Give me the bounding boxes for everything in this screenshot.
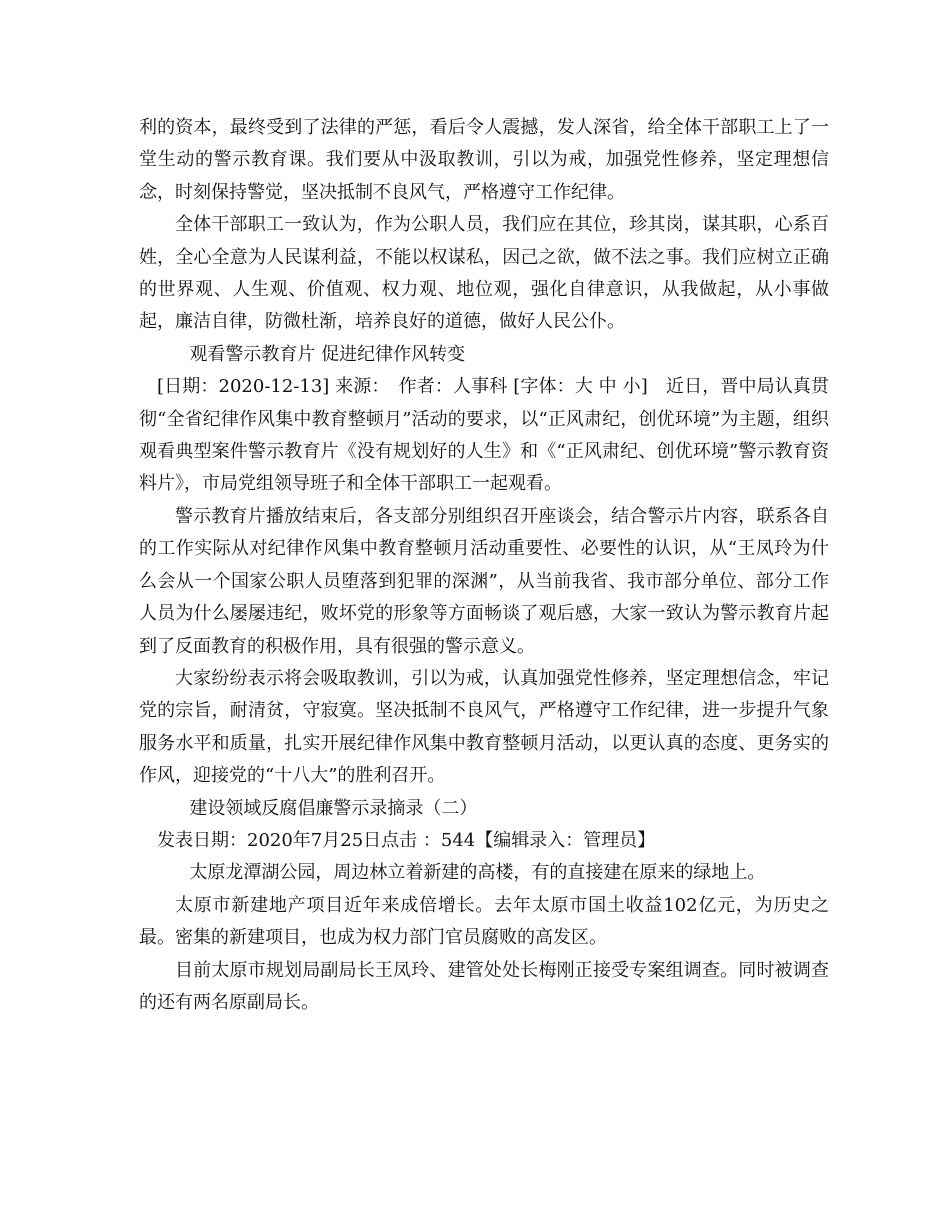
body-paragraph: 利的资本，最终受到了法律的严惩，看后令人震撼，发人深省，给全体干部职工上了一堂生动的警示教育课。我们要从中汲取教训，引以为戒，加强党性修养，坚定理想信念，时刻保持警觉，坚决抵制不良风气，严格遵守工作纪律。	[139, 117, 829, 203]
body-paragraph: 太原龙潭湖公园，周边林立着新建的高楼，有的直接建在原来的绿地上。	[189, 862, 766, 884]
body-paragraph: 大家纷纷表示将会吸取教训，引以为戒，认真加强党性修养，坚定理想信念，牢记党的宗旨，耐清贫，守寂寞。坚决抵制不良风气，严格遵守工作纪律，进一步提升气象服务水平和质量，扎实开展纪律作风集中教育整顿月活动，以更认真的态度、更务实的作风，迎接党的“十八大”的胜利召开。	[139, 667, 829, 787]
body-paragraph: 全体干部职工一致认为，作为公职人员，我们应在其位，珍其岗，谋其职，心系百姓，全心全意为人民谋利益，不能以权谋私，因己之欲，做不法之事。我们应树立正确的世界观、人生观、价值观、权力观、地位观，强化自律意识，从我做起，从小事做起，廉洁自律，防微杜渐，培养良好的道德，做好人民公仆。	[139, 214, 829, 333]
body-paragraph: 警示教育片播放结束后，各支部分别组织召开座谈会，结合警示片内容，联系各自的工作实际从对纪律作风集中教育整顿月活动重要性、必要性的认识，从“王凤玲为什么会从一个国家公职人员堕落到犯罪的深渊”，从当前我省、我市部分单位、部分工作人员为什么屡屡违纪，败坏党的形象等方面畅谈了观后感，大家一致认为警示教育片起到了反面教育的积极作用，具有很强的警示意义。	[139, 505, 829, 657]
article-meta: 发表日期：2020年7月25日点击 ：544【编辑录入：管理员】	[157, 829, 656, 851]
body-paragraph: 目前太原市规划局副局长王凤玲、建管处处长梅刚正接受专案组调查。同时被调查的还有两名原副局长。	[139, 959, 829, 1013]
article-meta-paragraph: [日期：2020-12-13] 来源： 作者：人事科 [字体：大 中 小] 近日，晋中局认真贯彻“全省纪律作风集中教育整顿月”活动的要求，以“正风肃纪，创优环境”为主题，组织观看典型案件警示教育片《没有规划好的人生》和《“正风肃纪、创优环境”警示教育资料片》，市局党组领导班子和全体干部职工一起观看。	[139, 376, 829, 495]
body-paragraph: 太原市新建地产项目近年来成倍增长。去年太原市国土收益102亿元，为历史之最。密集的新建项目，也成为权力部门官员腐败的高发区。	[139, 894, 829, 949]
article-title: 建设领域反腐倡廉警示录摘录（二）	[189, 797, 478, 819]
document-page	[139, 112, 829, 1019]
article-title: 观看警示教育片 促进纪律作风转变	[189, 343, 466, 365]
